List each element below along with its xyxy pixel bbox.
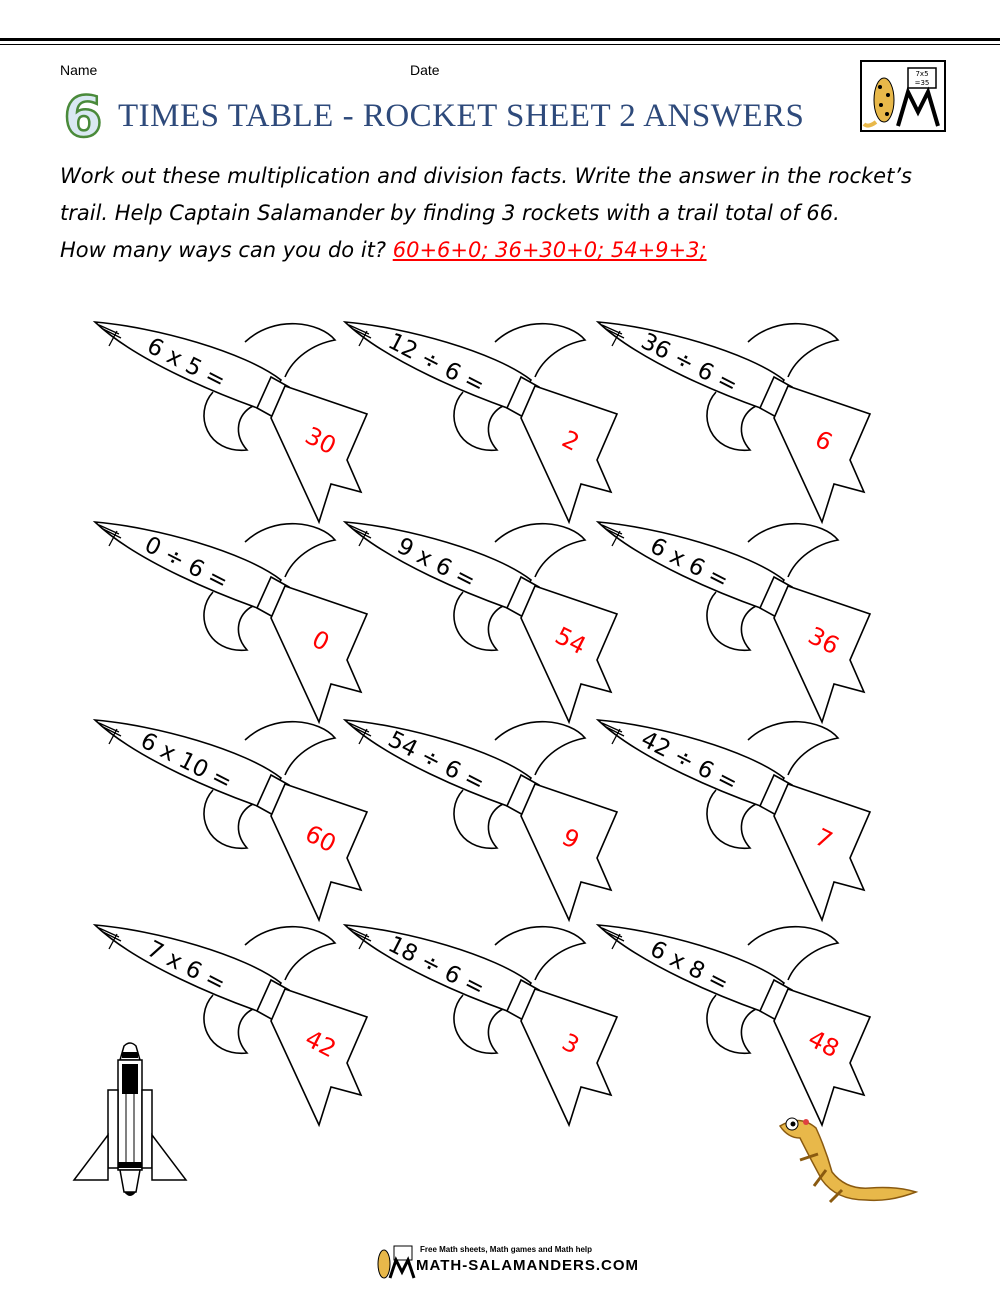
page-title: TIMES TABLE - ROCKET SHEET 2 ANSWERS — [118, 97, 805, 134]
instruction-line-1: Work out these multiplication and division facts. Write the answer in the rocket’s — [60, 164, 912, 188]
rocket — [598, 720, 870, 920]
logo-text-2: =35 — [914, 79, 930, 87]
rocket-question: 6 x 5 = — [142, 333, 230, 395]
instruction-line-2: trail. Help Captain Salamander by finding 3 rockets with a trail total of 66. — [60, 201, 840, 225]
rocket-question: 12 ÷ 6 = — [383, 328, 489, 400]
footer-salamander-icon — [372, 1244, 416, 1280]
rocket — [598, 522, 870, 722]
rocket-question: 18 ÷ 6 = — [383, 931, 489, 1003]
rocket-question: 36 ÷ 6 = — [636, 328, 742, 400]
rocket — [598, 322, 870, 522]
rocket — [345, 925, 617, 1125]
name-label: Name — [60, 62, 98, 78]
rocket-answer: 9 — [557, 822, 584, 855]
rocket-answer: 6 — [810, 424, 837, 457]
rocket-outline — [345, 522, 617, 722]
rocket-answer: 2 — [557, 424, 584, 457]
rocket-question: 6 x 10 = — [136, 727, 237, 796]
rocket-question: 9 x 6 = — [392, 533, 480, 595]
rocket-outline — [598, 522, 870, 722]
rocket-question: 6 x 6 = — [645, 533, 733, 595]
rocket-answer: 36 — [803, 621, 844, 661]
rocket-question: 42 ÷ 6 = — [636, 726, 742, 798]
rocket-outline — [95, 322, 367, 522]
rocket-answer: 42 — [300, 1024, 341, 1064]
rocket — [95, 322, 367, 522]
logo-text-1: 7x5 — [915, 70, 929, 78]
rocket — [95, 720, 367, 920]
rocket — [345, 322, 617, 522]
rocket-answer: 30 — [300, 421, 341, 461]
space-shuttle-icon — [70, 1040, 190, 1200]
rocket — [345, 720, 617, 920]
rocket-answer: 7 — [810, 822, 837, 855]
footer-logo — [372, 1244, 640, 1280]
rocket-answer: 3 — [557, 1027, 584, 1060]
rocket-question: 0 ÷ 6 = — [140, 531, 233, 596]
footer-site[interactable]: MATH-SALAMANDERS.COM — [416, 1257, 640, 1274]
rocket-question: 54 ÷ 6 = — [383, 726, 489, 798]
salamander-icon — [770, 1110, 920, 1210]
rocket-question: 7 x 6 = — [142, 936, 230, 998]
title-digit: 6 — [63, 88, 103, 144]
rocket-answer: 0 — [307, 624, 334, 657]
instruction-question: How many ways can you do it? — [60, 238, 393, 262]
rocket-answer: 60 — [300, 819, 341, 859]
rocket-answer: 48 — [803, 1024, 844, 1064]
rocket-outline — [95, 522, 367, 722]
footer-tagline: Free Math sheets, Math games and Math help — [420, 1245, 593, 1254]
rocket-answer: 54 — [550, 621, 591, 661]
rocket-question: 6 x 8 = — [645, 936, 733, 998]
instruction-answer: 60+6+0; 36+30+0; 54+9+3; — [392, 238, 707, 262]
rocket — [598, 925, 870, 1125]
date-label: Date — [410, 62, 440, 78]
rocket — [95, 522, 367, 722]
rocket-outline — [598, 925, 870, 1125]
rocket — [345, 522, 617, 722]
